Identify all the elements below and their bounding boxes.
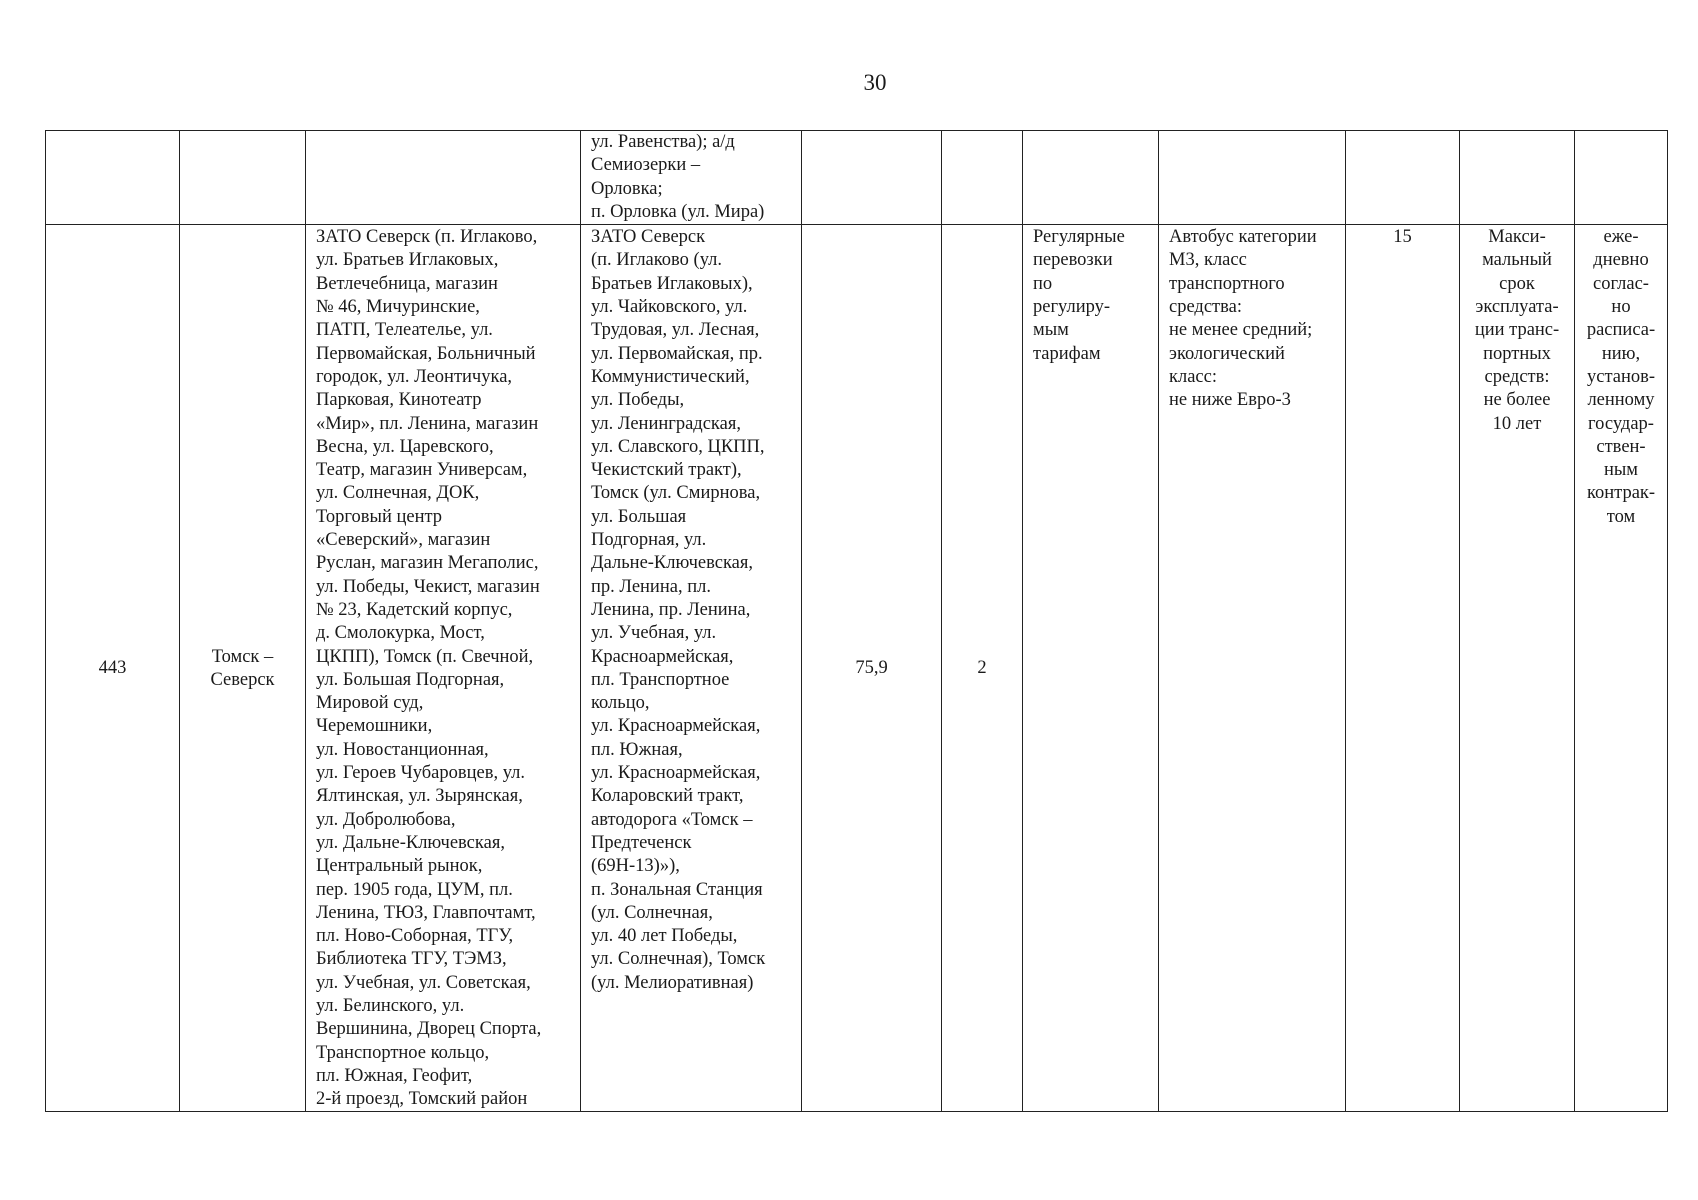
cell-route-number: 443 (46, 225, 180, 1112)
cell-bus-count: 2 (942, 225, 1023, 1112)
cell-route-name (180, 131, 306, 225)
cell-route-length: 75,9 (802, 225, 942, 1112)
cell-vehicle-age: Макси- мальный срок эксплуата- ции транс- портных средств: не более 10 лет (1460, 225, 1575, 1112)
cell-vehicle (1159, 131, 1346, 225)
table-row (46, 225, 1668, 1112)
cell-vehicle-count: 15 (1346, 225, 1460, 1112)
cell-route-number (46, 131, 180, 225)
cell-transport-type: Регулярные перевозки по регулиру- мым тарифам (1023, 225, 1159, 1112)
cell-vehicle: Автобус категории М3, класс транспортного средства: не менее средний; экологический класс: не ниже Евро-3 (1159, 225, 1346, 1112)
cell-schedule: еже- дневно соглас- но расписа- нию, установ- ленному государ- ствен- ным контрак- том (1575, 225, 1668, 1112)
cell-route-stops: ЗАТО Северск (п. Иглаково, ул. Братьев Иглаковых, Ветлечебница, магазин № 46, Мичуринские, ПАТП, Телеателье, ул. Первомайская, Больничный городок, ул. Леонтичука, Парковая, Кинотеатр «Мир», пл. Ленина, магазин Весна, ул. Царевского, Театр, магазин Универсам, ул. Солнечная, ДОК, Торговый центр «Северский», магазин Руслан, магазин Мегаполис, ул. Победы, Чекист, магазин № 23, Кадетский корпус, д. Смолокурка, Мост, ЦКПП), Томск (п. Свечной, ул. Большая Подгорная, Мировой суд, Черемошники, ул. Новостанционная, ул. Героев Чубаровцев, ул. Ялтинская, ул. Зырянская, ул. Добролюбова, ул. Дальне-Ключевская, Центральный рынок, пер. 1905 года, ЦУМ, пл. Ленина, ТЮЗ, Главпочтамт, пл. Ново-Соборная, ТГУ, Библиотека ТГУ, ТЭМЗ, ул. Учебная, ул. Советская, ул. Белинского, ул. Вершинина, Дворец Спорта, Транспортное кольцо, пл. Южная, Геофит, 2-й проезд, Томский район (306, 225, 581, 1112)
cell-schedule (1575, 131, 1668, 225)
cell-route-name: Томск – Северск (180, 225, 306, 1112)
cell-vehicle-age (1460, 131, 1575, 225)
page-number: 30 (863, 70, 887, 95)
table-row-continuation (46, 131, 1668, 225)
cell-bus-count (942, 131, 1023, 225)
cell-route-stops (306, 131, 581, 225)
cell-vehicle-count (1346, 131, 1460, 225)
cell-route-path: ул. Равенства); а/д Семиозерки – Орловка; п. Орловка (ул. Мира) (581, 131, 802, 225)
cell-transport-type (1023, 131, 1159, 225)
routes-table (45, 130, 1668, 1112)
cell-route-length (802, 131, 942, 225)
cell-route-path: ЗАТО Северск (п. Иглаково (ул. Братьев Иглаковых), ул. Чайковского, ул. Трудовая, ул. Лесная, ул. Первомайская, пр. Коммунистический, ул. Победы, ул. Ленинградская, ул. Славского, ЦКПП, Чекистский тракт), Томск (ул. Смирнова, ул. Большая Подгорная, ул. Дальне-Ключевская, пр. Ленина, пл. Ленина, пр. Ленина, ул. Учебная, ул. Красноармейская, пл. Транспортное кольцо, ул. Красноармейская, пл. Южная, ул. Красноармейская, Коларовский тракт, автодорога «Томск – Предтеченск (69Н-13)»), п. Зональная Станция (ул. Солнечная, ул. 40 лет Победы, ул. Солнечная), Томск (ул. Мелиоративная) (581, 225, 802, 1112)
